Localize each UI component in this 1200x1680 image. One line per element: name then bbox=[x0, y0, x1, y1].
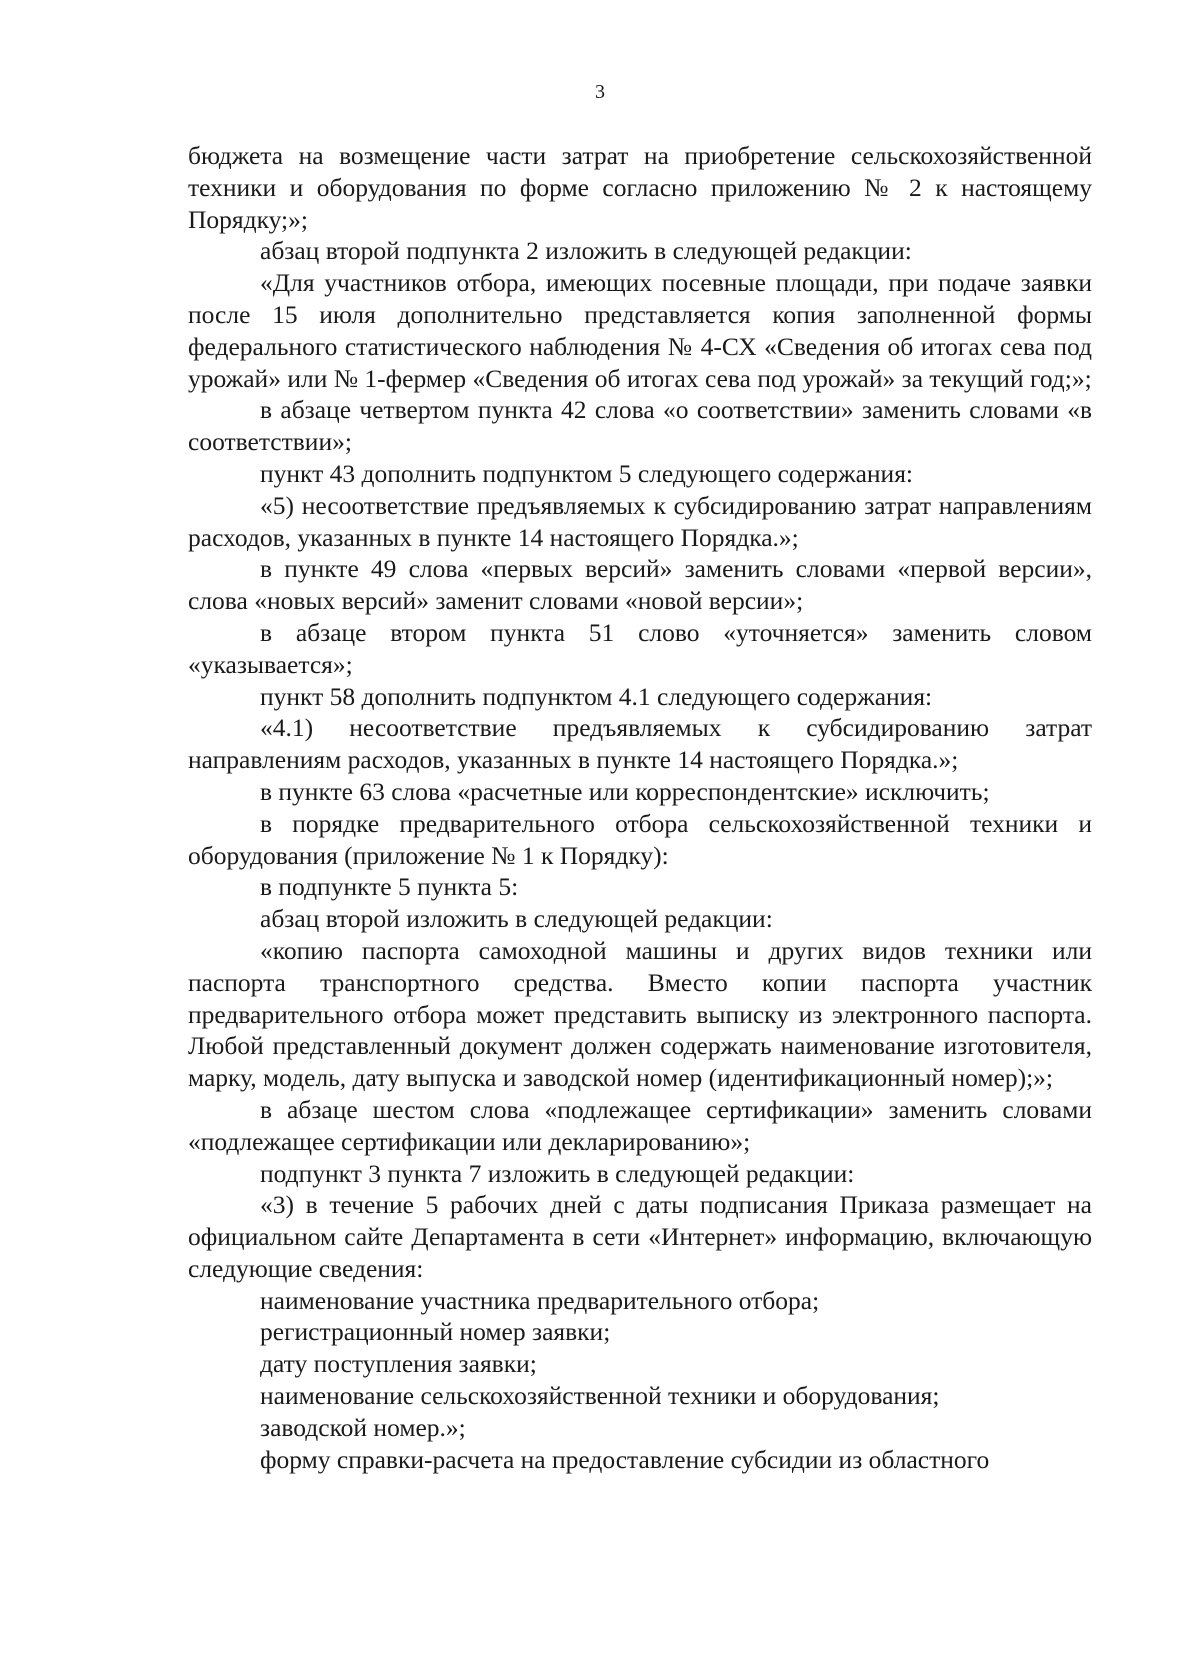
paragraph: наименование участника предварительного отбора; bbox=[260, 1285, 820, 1315]
document-body bbox=[188, 140, 1092, 1475]
paragraph: «копию паспорта самоходной машины и других видов техники или паспорта транспортного средства. Вместо копии паспорта участник предварительного отбора может представить выписку из электронного паспорта. Любой представленный документ должен содержать наименование изготовителя, марку, модель, дату выпуска и заводской номер (идентификационный номер);»; bbox=[188, 935, 1092, 1093]
paragraph: абзац второй подпункта 2 изложить в следующей редакции: bbox=[260, 236, 912, 266]
paragraph: заводской номер.»; bbox=[260, 1412, 466, 1442]
paragraph: «5) несоответствие предъявляемых к субсидированию затрат направлениям расходов, указанных в пункте 14 настоящего Порядка.»; bbox=[188, 490, 1092, 552]
paragraph: в пункте 49 слова «первых версий» заменить словами «первой версии», слова «новых версий» заменит словами «новой версии»; bbox=[188, 554, 1092, 616]
paragraph: в абзаце четвертом пункта 42 слова «о соответствии» заменить словами «в соответствии»; bbox=[188, 395, 1092, 457]
paragraph: подпункт 3 пункта 7 изложить в следующей редакции: bbox=[260, 1158, 855, 1188]
paragraph: «4.1) несоответствие предъявляемых к субсидированию затрат направлениям расходов, указанных в пункте 14 настоящего Порядка.»; bbox=[188, 713, 1092, 775]
paragraph: в абзаце шестом слова «подлежащее сертификации» заменить словами «подлежащее сертификации или декларированию»; bbox=[188, 1094, 1092, 1156]
page-number: 3 bbox=[595, 81, 605, 103]
paragraph: абзац второй изложить в следующей редакции: bbox=[260, 904, 773, 934]
paragraph: наименование сельскохозяйственной техники и оборудования; bbox=[260, 1381, 940, 1411]
paragraph: в подпункте 5 пункта 5: bbox=[260, 872, 519, 902]
paragraph: в абзаце втором пункта 51 слово «уточняется» заменить словом «указывается»; bbox=[188, 617, 1092, 679]
paragraph: бюджета на возмещение части затрат на приобретение сельскохозяйственной техники и оборудования по форме согласно приложению № 2 к настоящему Порядку;»; bbox=[188, 141, 1092, 234]
paragraph: в пункте 63 слова «расчетные или корреспондентские» исключить; bbox=[260, 776, 990, 806]
paragraph: форму справки-расчета на предоставление субсидии из областного bbox=[260, 1444, 990, 1474]
paragraph: регистрационный номер заявки; bbox=[260, 1317, 611, 1347]
paragraph: «Для участников отбора, имеющих посевные площади, при подаче заявки после 15 июля дополнительно представляется копия заполненной формы федерального статистического наблюдения № 4-СХ «Сведения об итогах сева под урожай» или № 1-фермер «Сведения об итогах сева под урожай» за текущий год;»; bbox=[188, 268, 1092, 393]
paragraph: «3) в течение 5 рабочих дней с даты подписания Приказа размещает на официальном сайте Департамента в сети «Интернет» информацию, включающую следующие сведения: bbox=[188, 1190, 1092, 1283]
paragraph: в порядке предварительного отбора сельскохозяйственной техники и оборудования (приложение № 1 к Порядку): bbox=[188, 808, 1092, 870]
paragraph: дату поступления заявки; bbox=[260, 1349, 537, 1379]
paragraph: пункт 43 дополнить подпунктом 5 следующего содержания: bbox=[260, 458, 914, 488]
paragraph: пункт 58 дополнить подпунктом 4.1 следующего содержания: bbox=[260, 681, 933, 711]
